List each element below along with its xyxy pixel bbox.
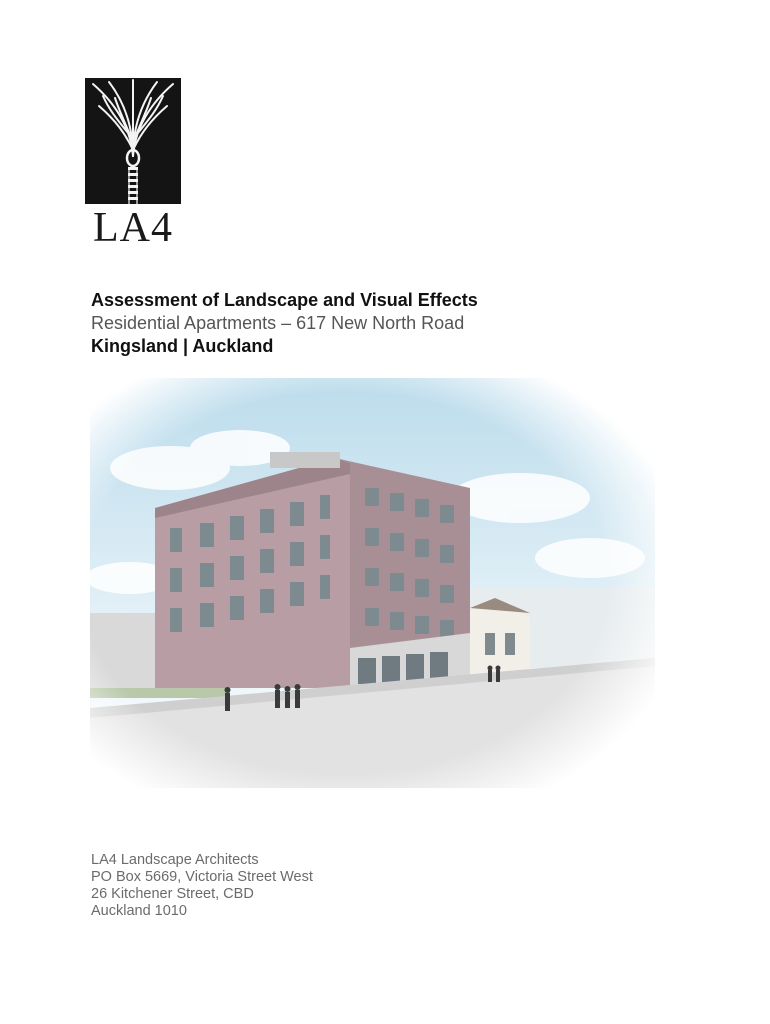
report-subtitle: Residential Apartments – 617 New North Road xyxy=(91,313,465,333)
address-line-4: Auckland 1010 xyxy=(91,903,187,919)
report-location: Kingsland | Auckland xyxy=(91,336,274,356)
address-line-2: PO Box 5669, Victoria Street West xyxy=(91,869,313,885)
title-block xyxy=(91,289,478,357)
address-line-1: LA4 Landscape Architects xyxy=(91,852,259,868)
report-title: Assessment of Landscape and Visual Effects xyxy=(91,290,478,310)
logo-text: LA4 xyxy=(93,205,173,251)
logo-emblem xyxy=(85,78,181,204)
flax-plant-icon xyxy=(85,78,181,204)
architectural-rendering xyxy=(90,378,655,788)
vignette xyxy=(90,378,655,788)
address-line-3: 26 Kitchener Street, CBD xyxy=(91,886,254,902)
contact-address xyxy=(91,852,313,920)
la4-logo xyxy=(85,78,181,250)
